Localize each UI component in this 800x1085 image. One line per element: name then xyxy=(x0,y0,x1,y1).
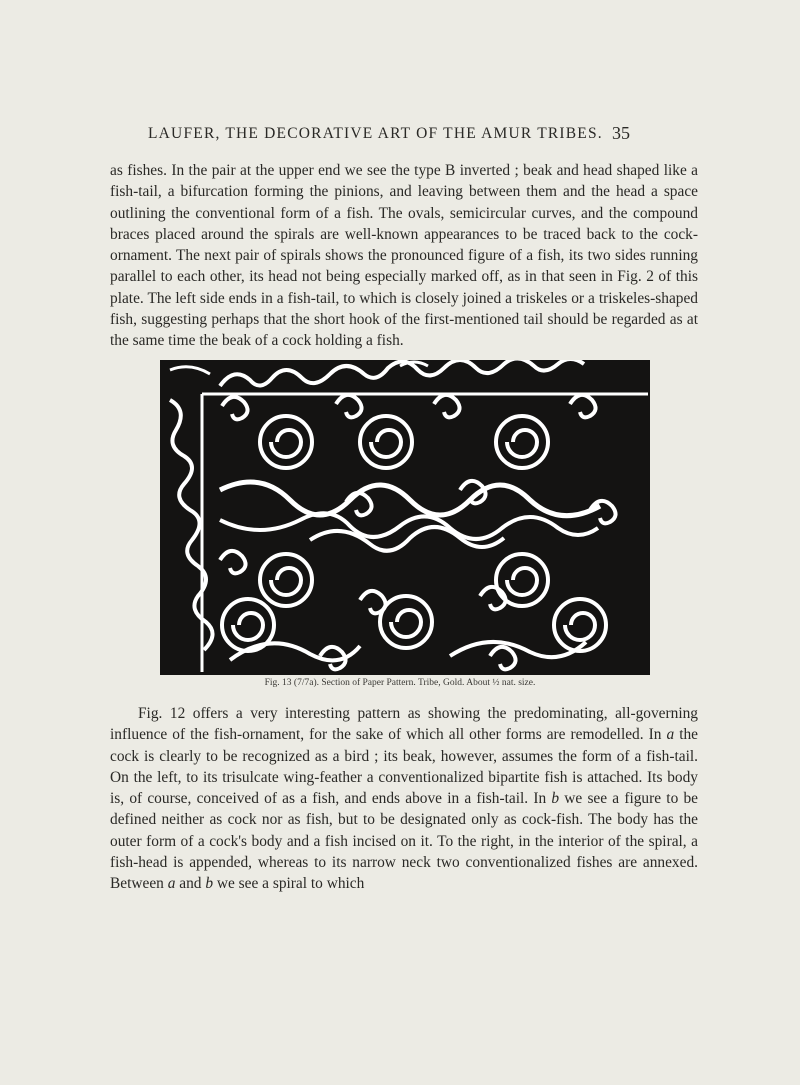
paragraph2-text-2: the cock is clearly to be recognized as a bird ; its beak, however, assumes the form of a fish-tail. On the left, to its trisulcate wing-feather a conventionalized bipartite fish is attached. Its body is, of course, conceived of as a fish, and ends above in a fish-tail. In xyxy=(110,726,698,808)
ref-b-2: b xyxy=(205,875,214,893)
page-number: 35 xyxy=(612,123,630,143)
body-paragraph-2 xyxy=(110,703,698,895)
ref-b-1: b xyxy=(551,790,560,808)
figure-caption: Fig. 13 (7/7a). Section of Paper Pattern. Tribe, Gold. About ½ nat. size. xyxy=(264,678,536,688)
paragraph2-text-3: we see a figure to be defined neither as cock nor as fish, but to be designated only as cock-fish. The body has the outer form of a cock's body and a fish incised on it. To the right, in the interior of the spiral, a fish-head is appended, whereas to its narrow neck two conventionalized fishes are annexed. Between xyxy=(110,790,698,893)
ornament-illustration xyxy=(160,360,650,675)
paper-pattern-figure xyxy=(160,360,650,675)
ref-a-2: a xyxy=(167,875,176,893)
paragraph2-text-1: Fig. 12 offers a very interesting pattern as showing the predominating, all-governing influence of the fish-ornament, for the sake of which all other forms are remodelled. In xyxy=(110,705,698,744)
page-header xyxy=(0,125,800,153)
paragraph2-text-4: and xyxy=(175,875,206,893)
body-paragraph-1: as fishes. In the pair at the upper end we see the type B inverted ; beak and head shaped like a fish-tail, a bifurcation forming the pinions, and leaving between them and the head a space outlining the conventional form of a fish. The ovals, semicircular curves, and the compound braces placed around the spirals are well-known appearances to be traced back to the cock-ornament. The next pair of spirals shows the pronounced figure of a fish, its two sides running parallel to each other, its head not being especially marked off, as in that seen in Fig. 2 of this plate. The left side ends in a fish-tail, to which is closely joined a triskeles or a triskeles-shaped fish, suggesting perhaps that the short hook of the first-mentioned tail should be regarded as at the same time the beak of a cock holding a fish. xyxy=(110,162,698,350)
ref-a-1: a xyxy=(666,726,675,744)
paragraph2-text-5: we see a spiral to which xyxy=(213,875,365,893)
running-title: LAUFER, THE DECORATIVE ART OF THE AMUR TRIBES. xyxy=(148,125,603,142)
